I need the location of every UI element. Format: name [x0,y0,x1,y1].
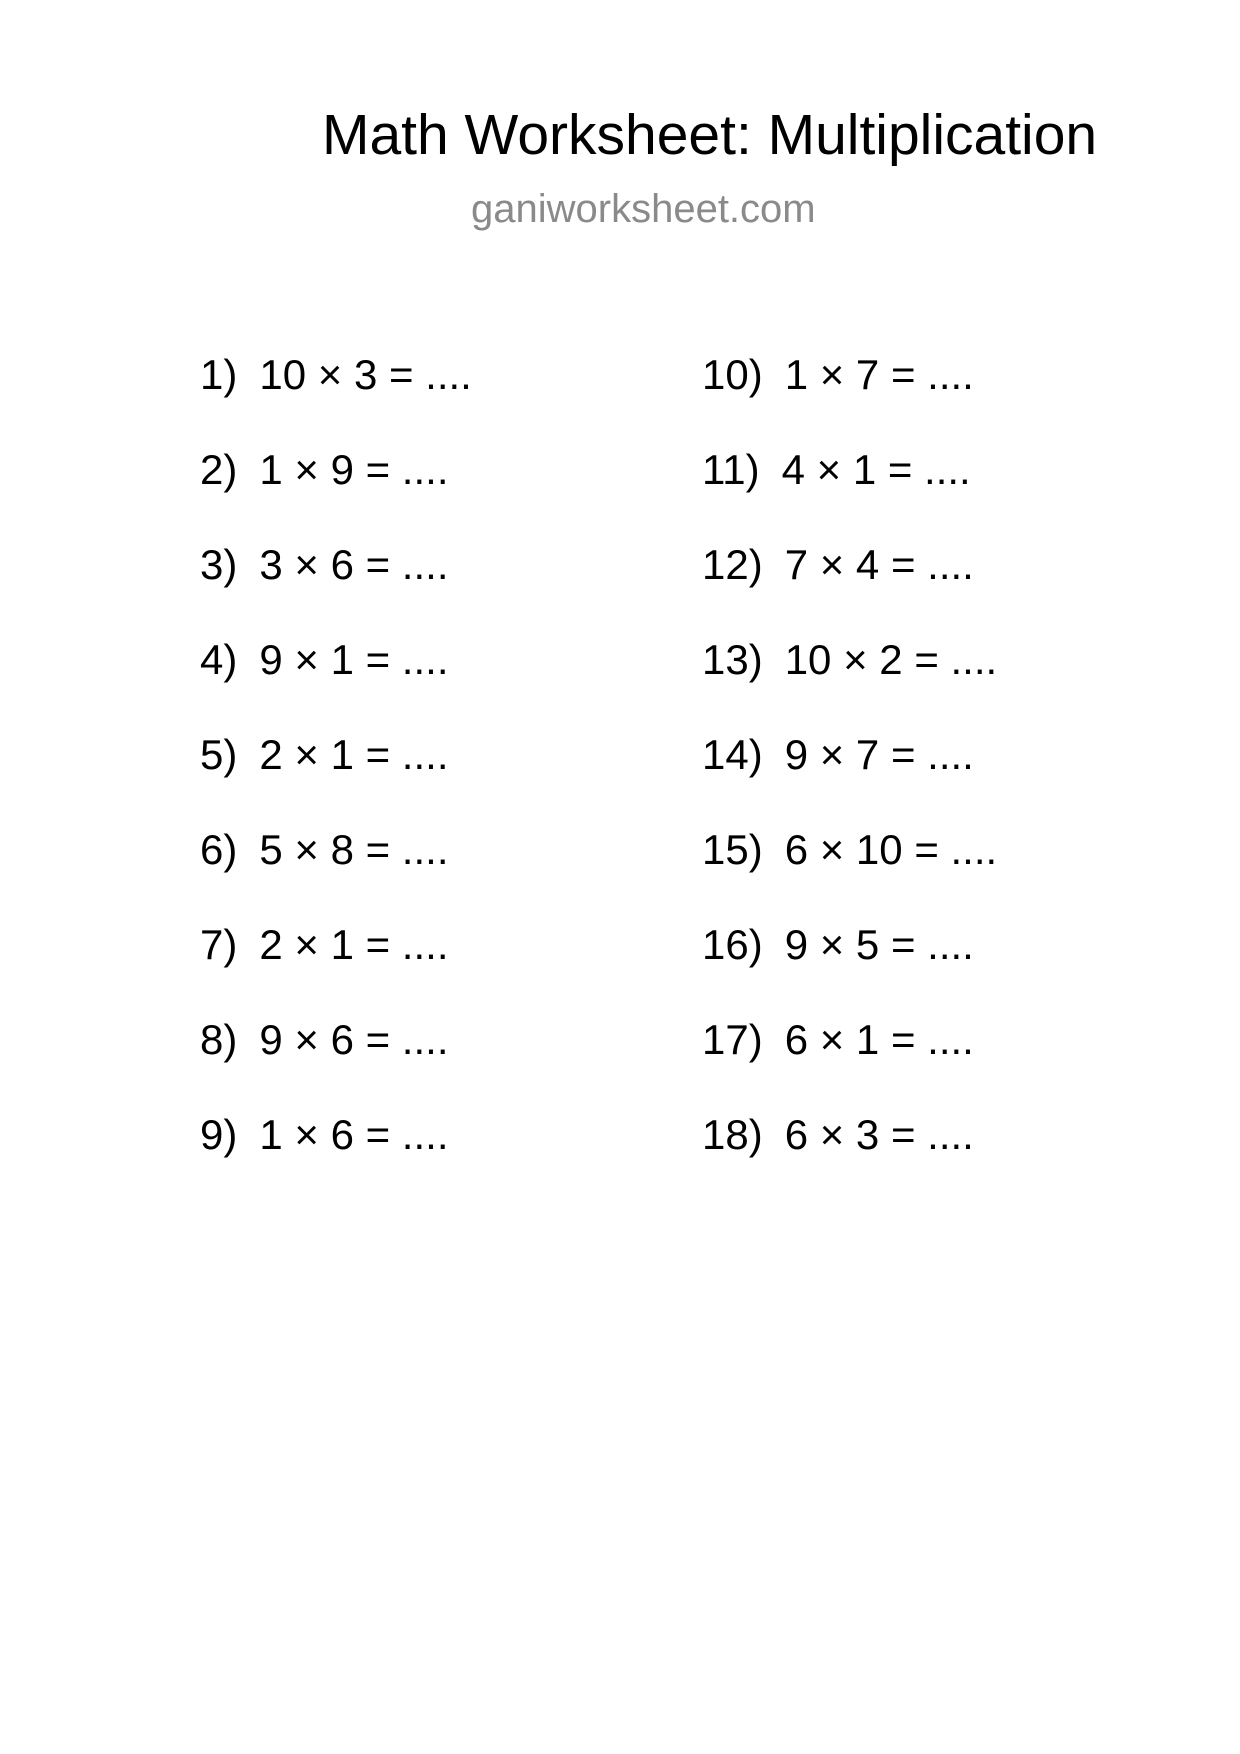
problem-expression: 6 × 3 = .... [784,1111,974,1158]
problem-expression: 2 × 1 = .... [259,921,449,968]
problem-expression: 6 × 10 = .... [784,826,998,873]
problem-item [200,445,472,540]
problem-expression: 5 × 8 = .... [259,826,449,873]
problem-expression: 4 × 1 = .... [781,446,971,493]
problem-expression: 3 × 6 = .... [259,541,449,588]
problem-item [702,825,997,920]
problem-item [702,920,997,1015]
problem-item [200,730,472,825]
problem-expression: 1 × 6 = .... [259,1111,449,1158]
problem-number: 9) [200,1111,238,1158]
problem-number: 7) [200,921,238,968]
problem-item [702,1015,997,1110]
problem-expression: 1 × 7 = .... [784,351,974,398]
problem-item [200,635,472,730]
problem-number: 1) [200,351,238,398]
problem-number: 11) [702,446,760,493]
problem-number: 18) [702,1111,763,1158]
problem-expression: 10 × 2 = .... [784,636,998,683]
problem-item [702,730,997,825]
problem-expression: 10 × 3 = .... [259,351,472,398]
problem-number: 17) [702,1016,763,1063]
problem-item [200,540,472,635]
problem-expression: 9 × 5 = .... [784,921,974,968]
problem-number: 5) [200,731,238,778]
problem-item [200,350,472,445]
problem-column-left [200,350,472,1205]
problem-expression: 9 × 6 = .... [259,1016,449,1063]
problem-number: 6) [200,826,238,873]
site-url: ganiworksheet.com [471,187,816,231]
problem-item [702,635,997,730]
problem-item [702,445,997,540]
problem-expression: 1 × 9 = .... [259,446,449,493]
problem-item [200,1015,472,1110]
problem-expression: 9 × 7 = .... [784,731,974,778]
problem-item [200,920,472,1015]
problem-item [702,540,997,635]
problem-expression: 6 × 1 = .... [784,1016,974,1063]
problem-number: 15) [702,826,763,873]
problem-number: 8) [200,1016,238,1063]
problem-number: 14) [702,731,763,778]
problem-expression: 2 × 1 = .... [259,731,449,778]
problem-number: 16) [702,921,763,968]
problem-column-right [702,350,997,1205]
problem-item [702,1110,997,1205]
page-title: Math Worksheet: Multiplication [322,103,1098,167]
problem-number: 4) [200,636,238,683]
problem-number: 3) [200,541,238,588]
problem-number: 10) [702,351,763,398]
problem-number: 13) [702,636,763,683]
problem-item [702,350,997,445]
problem-number: 2) [200,446,238,493]
problem-expression: 7 × 4 = .... [784,541,974,588]
problem-item [200,825,472,920]
problem-number: 12) [702,541,763,588]
problem-item [200,1110,472,1205]
problem-expression: 9 × 1 = .... [259,636,449,683]
